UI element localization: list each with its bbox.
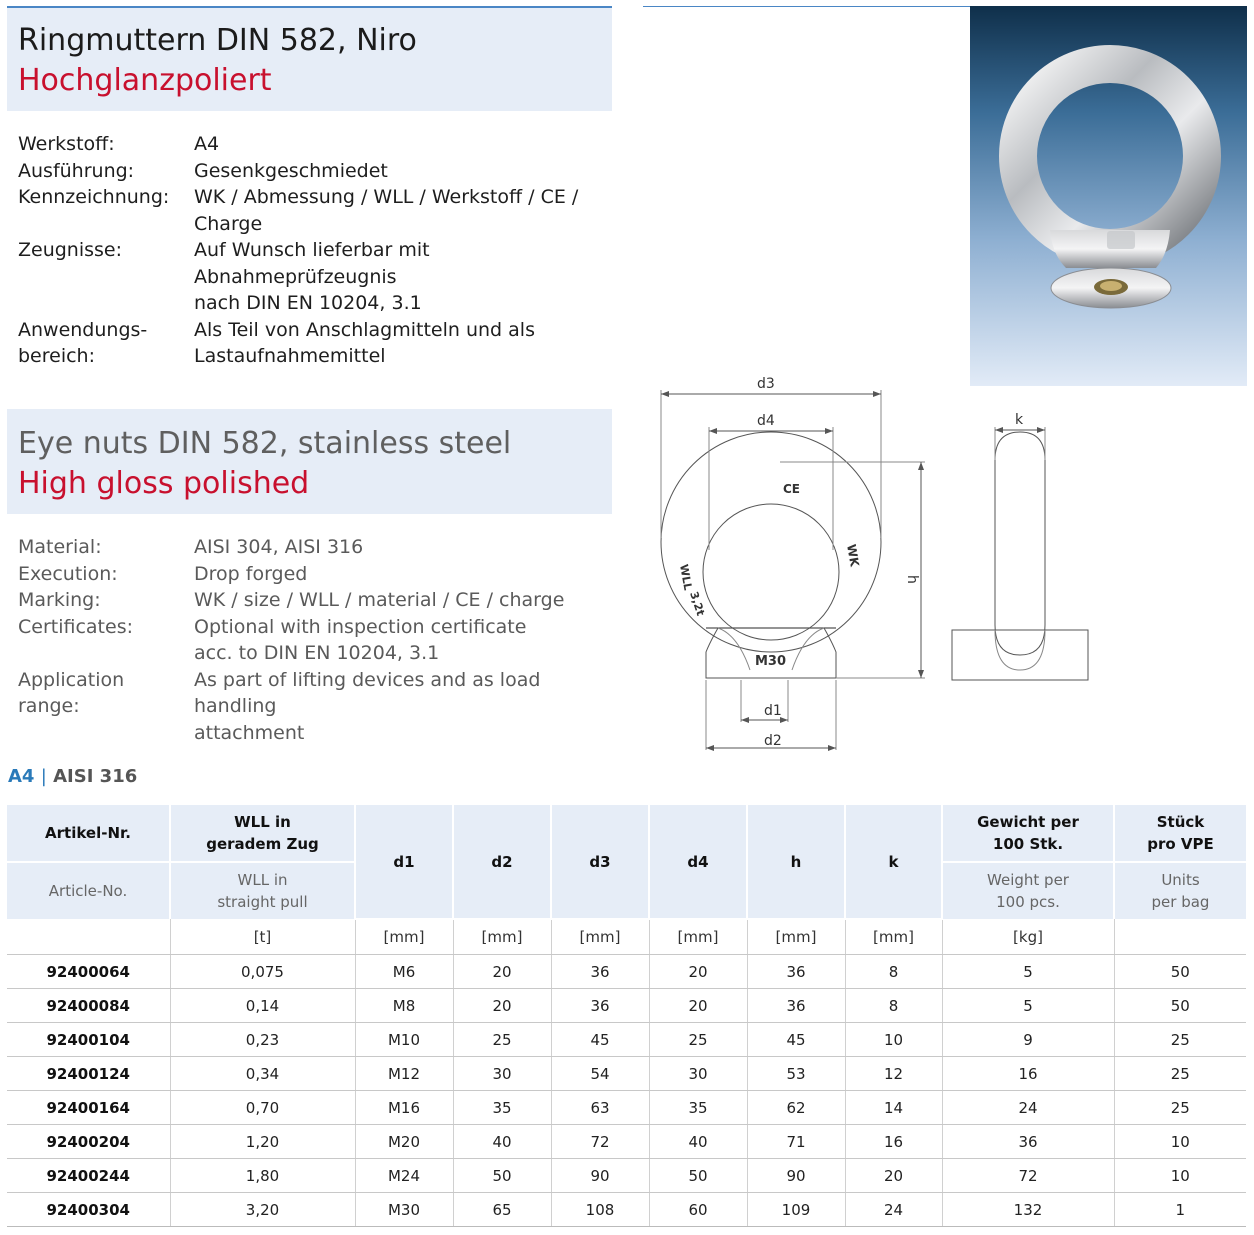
cell-wll: 0,23 xyxy=(170,1023,355,1057)
header-weight-en: Weight per 100 pcs. xyxy=(942,862,1114,919)
cell-d2: 50 xyxy=(453,1159,551,1193)
cell-wll: 0,34 xyxy=(170,1057,355,1091)
cell-d3: 63 xyxy=(551,1091,649,1125)
page-title-english: Eye nuts DIN 582, stainless steel xyxy=(18,426,512,461)
header-units: Stück pro VPE xyxy=(1114,805,1246,862)
cell-d3: 54 xyxy=(551,1057,649,1091)
spec-row xyxy=(18,184,606,237)
cell-weight: 24 xyxy=(942,1091,1114,1125)
cell-wll: 1,20 xyxy=(170,1125,355,1159)
cell-units: 25 xyxy=(1114,1057,1246,1091)
cell-d4: 20 xyxy=(649,989,747,1023)
cell-h: 109 xyxy=(747,1193,845,1227)
spec-label: Marking: xyxy=(18,589,101,611)
spec-row xyxy=(18,587,606,614)
unit-cell xyxy=(7,919,170,955)
cell-article-no: 92400304 xyxy=(7,1193,170,1227)
spec-list-english xyxy=(18,534,606,746)
technical-drawing xyxy=(640,370,1100,760)
header-units-en: Units per bag xyxy=(1114,862,1246,919)
header-d3: d3 xyxy=(551,805,649,919)
cell-d1: M20 xyxy=(355,1125,453,1159)
cell-d1: M8 xyxy=(355,989,453,1023)
unit-cell: [mm] xyxy=(747,919,845,955)
cell-d1: M10 xyxy=(355,1023,453,1057)
cell-d2: 65 xyxy=(453,1193,551,1227)
spec-label: Certificates: xyxy=(18,615,133,638)
cell-d4: 25 xyxy=(649,1023,747,1057)
table-row xyxy=(7,955,1246,989)
product-table xyxy=(7,805,1246,1227)
cell-h: 90 xyxy=(747,1159,845,1193)
cell-units: 25 xyxy=(1114,1023,1246,1057)
cell-d4: 50 xyxy=(649,1159,747,1193)
cell-weight: 5 xyxy=(942,989,1114,1023)
cell-wll: 0,70 xyxy=(170,1091,355,1125)
spec-row xyxy=(18,614,606,667)
spec-list-german xyxy=(18,131,606,370)
cell-d1: M16 xyxy=(355,1091,453,1125)
dimension-drawing xyxy=(640,370,1100,760)
spec-label: Werkstoff: xyxy=(18,133,115,155)
cell-d4: 20 xyxy=(649,955,747,989)
table-row xyxy=(7,1159,1246,1193)
cell-k: 14 xyxy=(845,1091,942,1125)
spec-label: Application range: xyxy=(18,668,125,717)
cell-d3: 108 xyxy=(551,1193,649,1227)
page-subtitle-english: High gloss polished xyxy=(18,466,310,501)
cell-weight: 9 xyxy=(942,1023,1114,1057)
cell-h: 36 xyxy=(747,989,845,1023)
spec-value: Als Teil von Anschlagmitteln und als Lastaufnahmemittel xyxy=(194,318,535,367)
header-d2: d2 xyxy=(453,805,551,919)
table-row xyxy=(7,1193,1246,1227)
cell-article-no: 92400244 xyxy=(7,1159,170,1193)
cell-k: 20 xyxy=(845,1159,942,1193)
table-header-row-german xyxy=(7,805,1246,862)
header-wll-en: WLL in straight pull xyxy=(170,862,355,919)
cell-d2: 20 xyxy=(453,989,551,1023)
spec-row xyxy=(18,131,606,158)
unit-cell: [mm] xyxy=(355,919,453,955)
cell-d1: M6 xyxy=(355,955,453,989)
cell-d3: 36 xyxy=(551,955,649,989)
cell-k: 8 xyxy=(845,955,942,989)
unit-cell: [kg] xyxy=(942,919,1114,955)
cell-weight: 72 xyxy=(942,1159,1114,1193)
wll-mark: WLL xyxy=(677,563,695,592)
cell-units: 10 xyxy=(1114,1125,1246,1159)
cell-wll: 0,075 xyxy=(170,955,355,989)
grade-separator: | xyxy=(40,766,47,787)
unit-cell: [mm] xyxy=(845,919,942,955)
cell-article-no: 92400124 xyxy=(7,1057,170,1091)
cell-weight: 132 xyxy=(942,1193,1114,1227)
cell-k: 10 xyxy=(845,1023,942,1057)
cell-d2: 20 xyxy=(453,955,551,989)
header-weight: Gewicht per 100 Stk. xyxy=(942,805,1114,862)
load-mark: 3,2t xyxy=(687,589,708,618)
cell-wll: 1,80 xyxy=(170,1159,355,1193)
cell-units: 25 xyxy=(1114,1091,1246,1125)
cell-wll: 0,14 xyxy=(170,989,355,1023)
cell-d2: 30 xyxy=(453,1057,551,1091)
unit-cell: [mm] xyxy=(649,919,747,955)
unit-cell: [mm] xyxy=(551,919,649,955)
spec-row xyxy=(18,667,606,747)
ce-mark: CE xyxy=(783,482,801,496)
cell-d3: 90 xyxy=(551,1159,649,1193)
dim-label-d2: d2 xyxy=(764,733,782,749)
grade-a4: A4 xyxy=(8,766,35,787)
cell-d1: M12 xyxy=(355,1057,453,1091)
cell-units: 50 xyxy=(1114,989,1246,1023)
spec-value: A4 xyxy=(194,133,220,155)
spec-row xyxy=(18,237,606,317)
table-row xyxy=(7,989,1246,1023)
cell-d1: M24 xyxy=(355,1159,453,1193)
cell-k: 16 xyxy=(845,1125,942,1159)
cell-h: 71 xyxy=(747,1125,845,1159)
spec-value: Drop forged xyxy=(194,562,308,585)
cell-d4: 35 xyxy=(649,1091,747,1125)
cell-d3: 72 xyxy=(551,1125,649,1159)
cell-h: 36 xyxy=(747,955,845,989)
spec-value: As part of lifting devices and as load handling attachment xyxy=(194,668,541,744)
spec-value: WK / size / WLL / material / CE / charge xyxy=(194,589,565,611)
table-row xyxy=(7,1125,1246,1159)
cell-k: 8 xyxy=(845,989,942,1023)
cell-d4: 60 xyxy=(649,1193,747,1227)
dim-label-d3: d3 xyxy=(757,376,775,392)
unit-cell xyxy=(1114,919,1246,955)
cell-h: 62 xyxy=(747,1091,845,1125)
header-wll: WLL in geradem Zug xyxy=(170,805,355,862)
cell-article-no: 92400164 xyxy=(7,1091,170,1125)
cell-article-no: 92400084 xyxy=(7,989,170,1023)
product-photo xyxy=(970,6,1247,386)
cell-k: 24 xyxy=(845,1193,942,1227)
spec-value: AISI 304, AISI 316 xyxy=(194,536,364,558)
header-d4: d4 xyxy=(649,805,747,919)
table-row xyxy=(7,1023,1246,1057)
cell-units: 1 xyxy=(1114,1193,1246,1227)
spec-value: WK / Abmessung / WLL / Werkstoff / CE / Charge xyxy=(194,186,579,235)
table-row xyxy=(7,1091,1246,1125)
header-h: h xyxy=(747,805,845,919)
cell-units: 50 xyxy=(1114,955,1246,989)
cell-weight: 36 xyxy=(942,1125,1114,1159)
size-mark: M30 xyxy=(755,654,787,669)
spec-value: Auf Wunsch lieferbar mit Abnahmeprüfzeugnis nach DIN EN 10204, 3.1 xyxy=(194,239,430,314)
spec-label: Ausführung: xyxy=(18,159,135,182)
cell-d2: 25 xyxy=(453,1023,551,1057)
title-block-german xyxy=(7,8,612,111)
grade-aisi: AISI 316 xyxy=(53,766,138,787)
cell-weight: 16 xyxy=(942,1057,1114,1091)
cell-d3: 36 xyxy=(551,989,649,1023)
header-d1: d1 xyxy=(355,805,453,919)
spec-label: Zeugnisse: xyxy=(18,239,123,261)
table-units-row xyxy=(7,919,1246,955)
header-article-no: Artikel-Nr. xyxy=(7,805,170,862)
dim-label-k: k xyxy=(1015,412,1024,428)
page-subtitle-german: Hochglanzpoliert xyxy=(18,63,272,98)
spec-row xyxy=(18,561,606,588)
spec-label: Kennzeichnung: xyxy=(18,186,170,208)
eye-nut-photo-illustration xyxy=(970,6,1247,386)
cell-d3: 45 xyxy=(551,1023,649,1057)
spec-row xyxy=(18,158,606,185)
cell-h: 45 xyxy=(747,1023,845,1057)
cell-d2: 40 xyxy=(453,1125,551,1159)
material-grade-label xyxy=(8,766,137,787)
spec-value: Optional with inspection certificate acc. to DIN EN 10204, 3.1 xyxy=(194,615,527,664)
header-rule-right xyxy=(643,6,970,7)
cell-article-no: 92400104 xyxy=(7,1023,170,1057)
dim-label-h: h xyxy=(904,575,920,584)
table-row xyxy=(7,1057,1246,1091)
spec-label: Material: xyxy=(18,536,102,558)
cell-k: 12 xyxy=(845,1057,942,1091)
cell-d4: 40 xyxy=(649,1125,747,1159)
title-block-english xyxy=(7,409,612,514)
cell-d2: 35 xyxy=(453,1091,551,1125)
cell-h: 53 xyxy=(747,1057,845,1091)
header-k: k xyxy=(845,805,942,919)
cell-d1: M30 xyxy=(355,1193,453,1227)
spec-value: Gesenkgeschmiedet xyxy=(194,159,388,182)
cell-weight: 5 xyxy=(942,955,1114,989)
cell-article-no: 92400204 xyxy=(7,1125,170,1159)
cell-article-no: 92400064 xyxy=(7,955,170,989)
spec-label: Anwendungs- bereich: xyxy=(18,318,148,367)
dim-label-d1: d1 xyxy=(764,703,782,719)
unit-cell: [mm] xyxy=(453,919,551,955)
spec-label: Execution: xyxy=(18,562,118,585)
unit-cell: [t] xyxy=(170,919,355,955)
wk-mark: WK xyxy=(844,543,862,568)
page-title-german: Ringmuttern DIN 582, Niro xyxy=(18,23,417,58)
dim-label-d4: d4 xyxy=(757,413,775,429)
cell-units: 10 xyxy=(1114,1159,1246,1193)
cell-wll: 3,20 xyxy=(170,1193,355,1227)
spec-row xyxy=(18,317,606,370)
spec-row xyxy=(18,534,606,561)
cell-d4: 30 xyxy=(649,1057,747,1091)
header-article-no-en: Article-No. xyxy=(7,862,170,919)
